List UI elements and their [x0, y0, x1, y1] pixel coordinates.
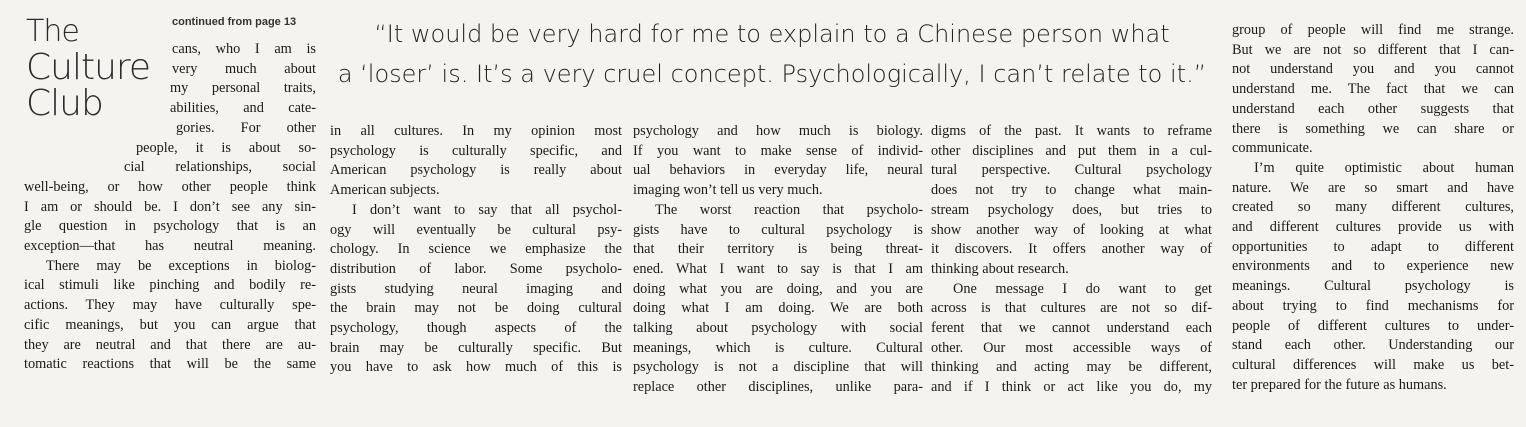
text-line: ferent that we cannot understand each	[931, 320, 1212, 337]
continued-note: continued from page 13	[172, 16, 297, 28]
text-line: thinking and acting may be different,	[931, 359, 1212, 376]
text-line: American subjects.	[330, 182, 440, 199]
text-line: If you want to make sense of individ-	[633, 142, 923, 159]
text-line: and if I think or act like you do, my	[931, 379, 1212, 396]
text-line: people, it is about so-	[136, 139, 316, 156]
text-line: the brain may not be doing cultural	[330, 300, 622, 317]
text-line: gists studying neural imaging and	[330, 280, 622, 297]
text-line: communicate.	[1232, 140, 1313, 157]
text-line: talking about psychology with social	[633, 320, 923, 337]
text-line: There may be exceptions in biolog-	[46, 257, 316, 274]
text-line: imaging won’t tell us very much.	[633, 182, 823, 199]
text-line: chology. In science we emphasize the	[330, 241, 622, 258]
text-line: environments and to experience new	[1232, 258, 1514, 275]
text-line: I don’t want to say that all psychol-	[352, 201, 622, 218]
text-line: replace other disciplines, unlike para-	[633, 379, 923, 396]
text-line: I’m quite optimistic about human	[1254, 159, 1514, 176]
text-line: understand each other suggests that	[1232, 100, 1514, 117]
text-line: gories. For other	[176, 119, 316, 136]
text-line: there is something we can share or	[1232, 120, 1514, 137]
text-line: people of different cultures to under-	[1232, 317, 1514, 334]
text-line: psychology is culturally specific, and	[330, 142, 622, 159]
text-line: understand me. The fact that we can	[1232, 81, 1514, 98]
text-line: in all cultures. In my opinion most	[330, 123, 622, 139]
text-line: abilities, and cate-	[170, 100, 316, 117]
pull-quote	[332, 14, 1212, 94]
text-line: psychology, though aspects of the	[330, 320, 622, 337]
text-line: psychology and how much is biology.	[633, 123, 923, 139]
text-line: that their territory is being threat-	[633, 241, 923, 258]
text-column-3	[633, 122, 923, 398]
text-line: very much about	[172, 60, 316, 77]
text-line: digms of the past. It wants to reframe	[931, 123, 1212, 139]
text-line: But we are not so different that I can-	[1232, 41, 1514, 58]
text-line: they are neutral and that there are au-	[24, 336, 316, 353]
text-line: American psychology is really about	[330, 162, 622, 179]
text-line: my personal traits,	[170, 80, 316, 97]
text-line: doing what you are doing, and you are	[633, 280, 923, 297]
text-line: about trying to find mechanisms for	[1232, 297, 1514, 314]
text-line: meanings, which is culture. Cultural	[633, 339, 923, 356]
text-line: gists have to cultural psychology is	[633, 221, 923, 238]
masthead-line-2: Culture	[26, 47, 151, 88]
text-line: other disciplines and put them in a cul-	[931, 142, 1212, 159]
masthead-line-3: Club	[26, 83, 103, 124]
text-line: ened. What I want to say is that I am	[633, 260, 923, 277]
text-line: The worst reaction that psycholo-	[655, 201, 923, 218]
text-line: psychology is not a discipline that will	[633, 359, 923, 376]
pull-quote-line-2: a ‘loser’ is. It’s a very cruel concept. Psychologically, I can’t relate to it.”	[337, 60, 1207, 88]
text-line: distribution of labor. Some psycholo-	[330, 260, 622, 277]
text-line: you have to ask how much of this is	[330, 359, 622, 376]
text-line: nature. We are so smart and have	[1232, 179, 1514, 196]
text-line: tomatic reactions that will be the same	[24, 356, 316, 373]
text-column-4	[931, 122, 1212, 398]
text-line: One message I do want to get	[953, 280, 1212, 297]
text-line: meanings. Cultural psychology is	[1232, 278, 1514, 295]
text-line: thinking about research.	[931, 260, 1069, 277]
text-line: created so many different cultures,	[1232, 199, 1514, 216]
text-line: and different cultures provide us with	[1232, 219, 1514, 236]
text-line: tural perspective. Cultural psychology	[931, 162, 1212, 179]
text-line: cial relationships, social	[124, 159, 316, 176]
text-line: cultural differences will make us bet-	[1232, 356, 1514, 373]
text-column-5	[1232, 21, 1514, 395]
text-line: well-being, or how other people think	[24, 178, 316, 195]
text-line: opportunities to adapt to different	[1232, 238, 1514, 255]
text-line: brain may be culturally specific. But	[330, 339, 622, 356]
text-line: cans, who I am is	[172, 41, 316, 57]
text-line: not understand you and you cannot	[1232, 61, 1514, 78]
text-column-1	[24, 40, 316, 375]
pull-quote-line-1: “It would be very hard for me to explain to a Chinese person what	[374, 20, 1170, 48]
text-line: cific meanings, but you can argue that	[24, 316, 316, 333]
text-line: does not try to change what main-	[931, 182, 1212, 199]
text-line: ical stimuli like pinching and bodily re-	[24, 277, 316, 294]
text-line: ogy will eventually be cultural psy-	[330, 221, 622, 238]
text-column-2	[330, 122, 622, 378]
masthead-line-1: The	[26, 14, 79, 49]
text-line: gle question in psychology that is an	[24, 218, 316, 235]
text-line: it discovers. It offers another way of	[931, 241, 1212, 258]
text-line: stream psychology does, but tries to	[931, 201, 1212, 218]
text-line: ter prepared for the future as humans.	[1232, 376, 1447, 393]
text-line: doing what I am doing. We are both	[633, 300, 923, 317]
text-line: show another way of looking at what	[931, 221, 1212, 238]
text-line: ual behaviors in everyday life, neural	[633, 162, 923, 179]
text-line: group of people will find me strange.	[1232, 22, 1514, 38]
text-line: across is that cultures are not so dif-	[931, 300, 1212, 317]
text-line: I am or should be. I don’t see any sin-	[24, 198, 316, 215]
text-line: actions. They may have culturally spe-	[24, 297, 316, 314]
text-line: other. Our most accessible ways of	[931, 339, 1212, 356]
text-line: stand each other. Understanding our	[1232, 337, 1514, 354]
text-line: exception—that has neutral meaning.	[24, 238, 316, 255]
